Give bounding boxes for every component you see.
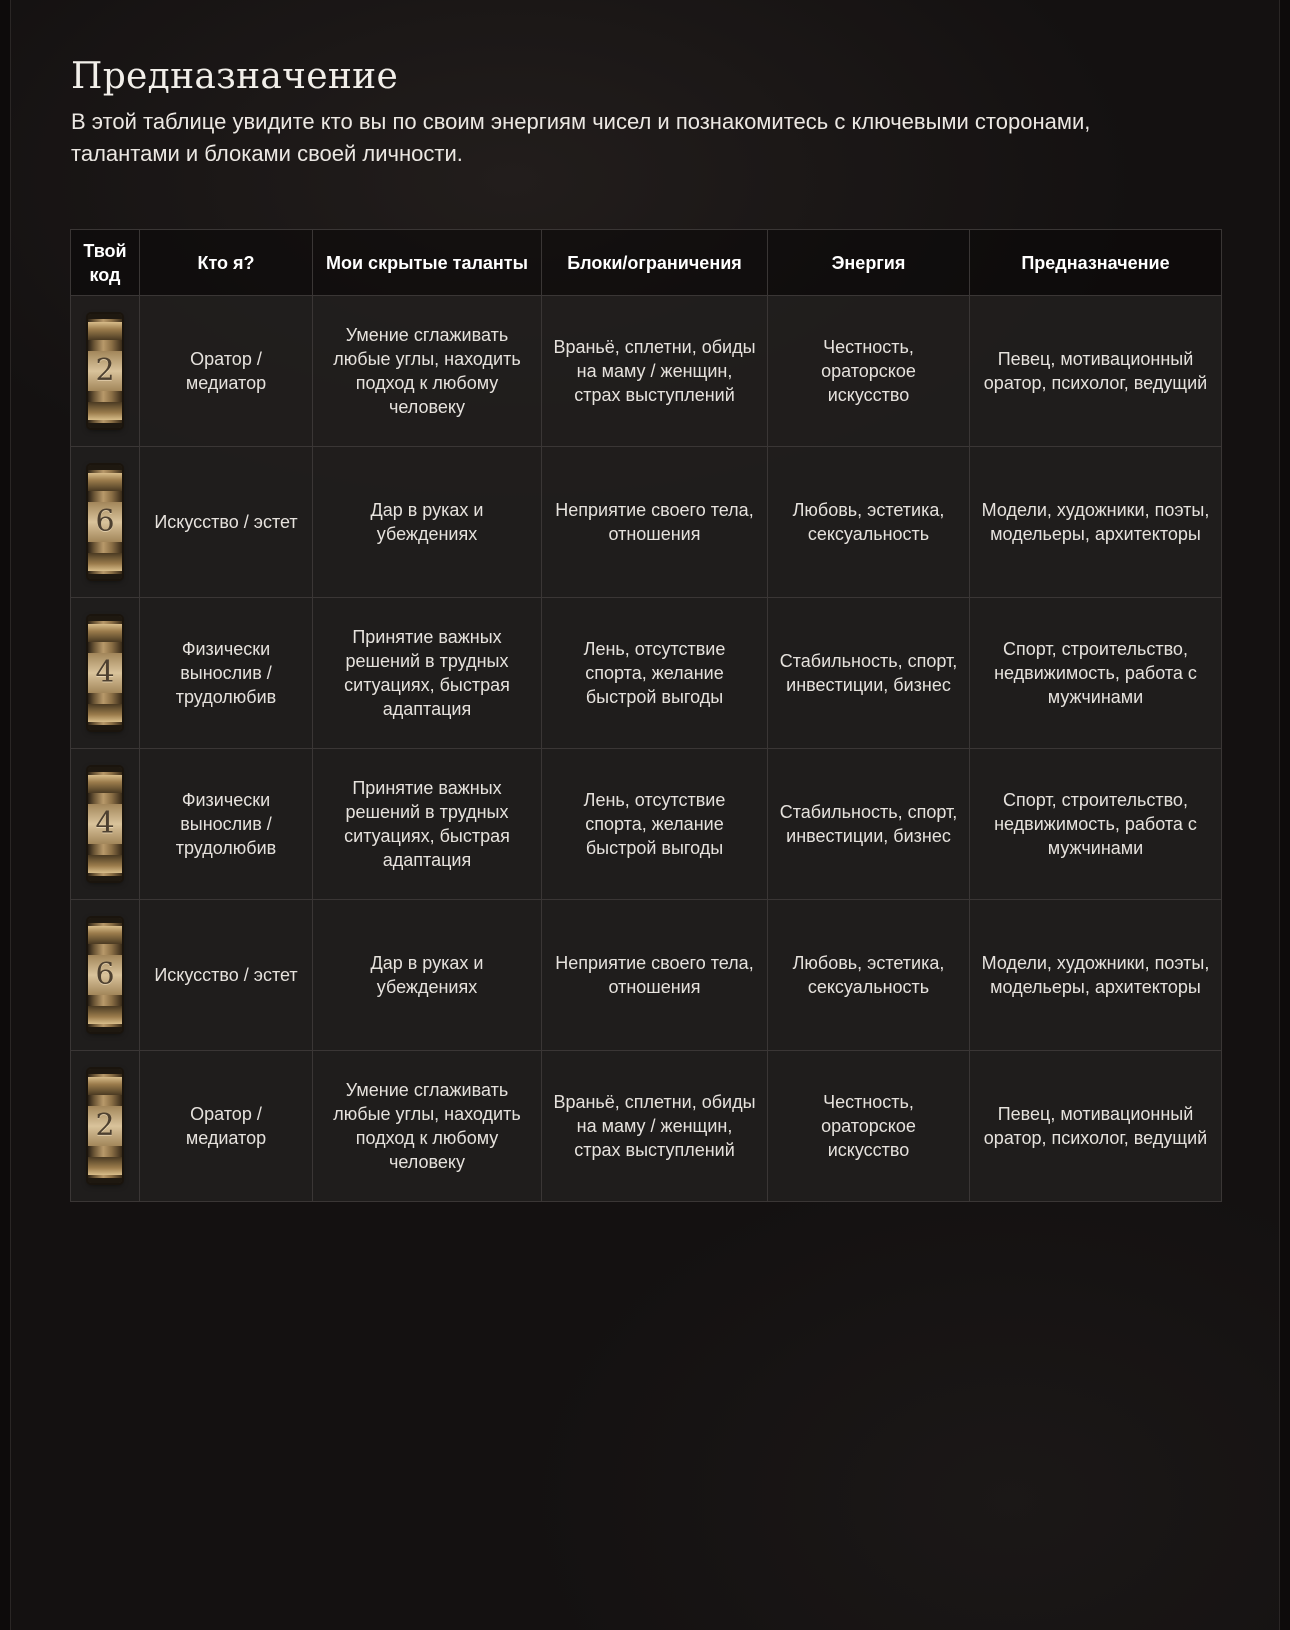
table-body [71, 296, 1222, 1202]
tile-decoration [88, 624, 122, 642]
tile-decoration [88, 926, 122, 944]
table-row [71, 598, 1222, 749]
tile-decoration [88, 616, 122, 621]
talents-cell: Принятие важных решений в трудных ситуациях, быстрая адаптация [313, 598, 542, 749]
tile-decoration [88, 1077, 122, 1095]
tile-decoration [88, 767, 122, 772]
code-digit: 6 [88, 955, 122, 995]
tile-decoration [88, 314, 122, 319]
number-tile-icon [88, 1069, 122, 1183]
tile-decoration [88, 1178, 122, 1183]
talents-cell: Дар в руках и убеждениях [313, 447, 542, 598]
who-cell: Физически вынослив / трудолюбив [140, 749, 313, 900]
code-digit: 2 [88, 1106, 122, 1146]
talents-cell: Умение сглаживать любые углы, находить подход к любому человеку [313, 296, 542, 447]
energy-cell: Любовь, эстетика, сексуальность [768, 900, 970, 1051]
talents-cell: Дар в руках и убеждениях [313, 900, 542, 1051]
purpose-cell: Певец, мотивационный оратор, психолог, ведущий [970, 296, 1222, 447]
blocks-cell: Враньё, сплетни, обиды на маму / женщин, страх выступлений [542, 296, 768, 447]
header-purpose: Предназначение [970, 230, 1222, 296]
blocks-cell: Лень, отсутствие спорта, желание быстрой выгоды [542, 749, 768, 900]
header-who: Кто я? [140, 230, 313, 296]
energy-cell: Стабильность, спорт, инвестиции, бизнес [768, 749, 970, 900]
number-tile-icon [88, 918, 122, 1032]
who-cell: Искусство / эстет [140, 447, 313, 598]
blocks-cell: Лень, отсутствие спорта, желание быстрой выгоды [542, 598, 768, 749]
tile-decoration [88, 553, 122, 571]
purpose-cell: Модели, художники, поэты, модельеры, архитекторы [970, 447, 1222, 598]
tile-decoration [88, 918, 122, 923]
purpose-cell: Спорт, строительство, недвижимость, работа с мужчинами [970, 598, 1222, 749]
code-digit: 6 [88, 502, 122, 542]
purpose-cell: Спорт, строительство, недвижимость, работа с мужчинами [970, 749, 1222, 900]
code-cell [71, 900, 140, 1051]
code-digit: 4 [88, 653, 122, 693]
energy-cell: Любовь, эстетика, сексуальность [768, 447, 970, 598]
tile-decoration [88, 855, 122, 873]
tile-decoration [88, 402, 122, 420]
tile-decoration [88, 1157, 122, 1175]
header-talents: Мои скрытые таланты [313, 230, 542, 296]
number-tile-icon [88, 616, 122, 730]
table-row [71, 296, 1222, 447]
tile-decoration [88, 574, 122, 579]
code-digit: 4 [88, 804, 122, 844]
tile-decoration [88, 876, 122, 881]
number-tile-icon [88, 465, 122, 579]
header-code: Твой код [71, 230, 140, 296]
table-header-row [71, 230, 1222, 296]
tile-decoration [88, 1069, 122, 1074]
code-cell [71, 296, 140, 447]
tile-decoration [88, 473, 122, 491]
who-cell: Физически вынослив / трудолюбив [140, 598, 313, 749]
who-cell: Оратор / медиатор [140, 296, 313, 447]
code-cell [71, 749, 140, 900]
who-cell: Оратор / медиатор [140, 1051, 313, 1202]
tile-decoration [88, 322, 122, 340]
purpose-cell: Модели, художники, поэты, модельеры, архитекторы [970, 900, 1222, 1051]
number-tile-icon [88, 314, 122, 428]
who-cell: Искусство / эстет [140, 900, 313, 1051]
tile-decoration [88, 1027, 122, 1032]
tile-decoration [88, 704, 122, 722]
code-digit: 2 [88, 351, 122, 391]
purpose-cell: Певец, мотивационный оратор, психолог, ведущий [970, 1051, 1222, 1202]
tile-decoration [88, 423, 122, 428]
talents-cell: Принятие важных решений в трудных ситуациях, быстрая адаптация [313, 749, 542, 900]
blocks-cell: Враньё, сплетни, обиды на маму / женщин, страх выступлений [542, 1051, 768, 1202]
number-tile-icon [88, 767, 122, 881]
table-row [71, 749, 1222, 900]
tile-decoration [88, 775, 122, 793]
page-subtitle: В этой таблице увидите кто вы по своим энергиям чисел и познакомитесь с ключевыми сторонами, талантами и блоками своей личности. [71, 109, 1091, 166]
table-row [71, 447, 1222, 598]
energy-cell: Честность, ораторское искусство [768, 1051, 970, 1202]
code-cell [71, 1051, 140, 1202]
table-row [71, 900, 1222, 1051]
tile-decoration [88, 1006, 122, 1024]
tile-decoration [88, 465, 122, 470]
header-blocks: Блоки/ограничения [542, 230, 768, 296]
tile-decoration [88, 725, 122, 730]
page-title: Предназначение [71, 56, 399, 97]
blocks-cell: Неприятие своего тела, отношения [542, 447, 768, 598]
purpose-table [70, 229, 1222, 1202]
page [10, 0, 1280, 1630]
code-cell [71, 598, 140, 749]
header-energy: Энергия [768, 230, 970, 296]
talents-cell: Умение сглаживать любые углы, находить подход к любому человеку [313, 1051, 542, 1202]
energy-cell: Стабильность, спорт, инвестиции, бизнес [768, 598, 970, 749]
energy-cell: Честность, ораторское искусство [768, 296, 970, 447]
code-cell [71, 447, 140, 598]
table-row [71, 1051, 1222, 1202]
blocks-cell: Неприятие своего тела, отношения [542, 900, 768, 1051]
